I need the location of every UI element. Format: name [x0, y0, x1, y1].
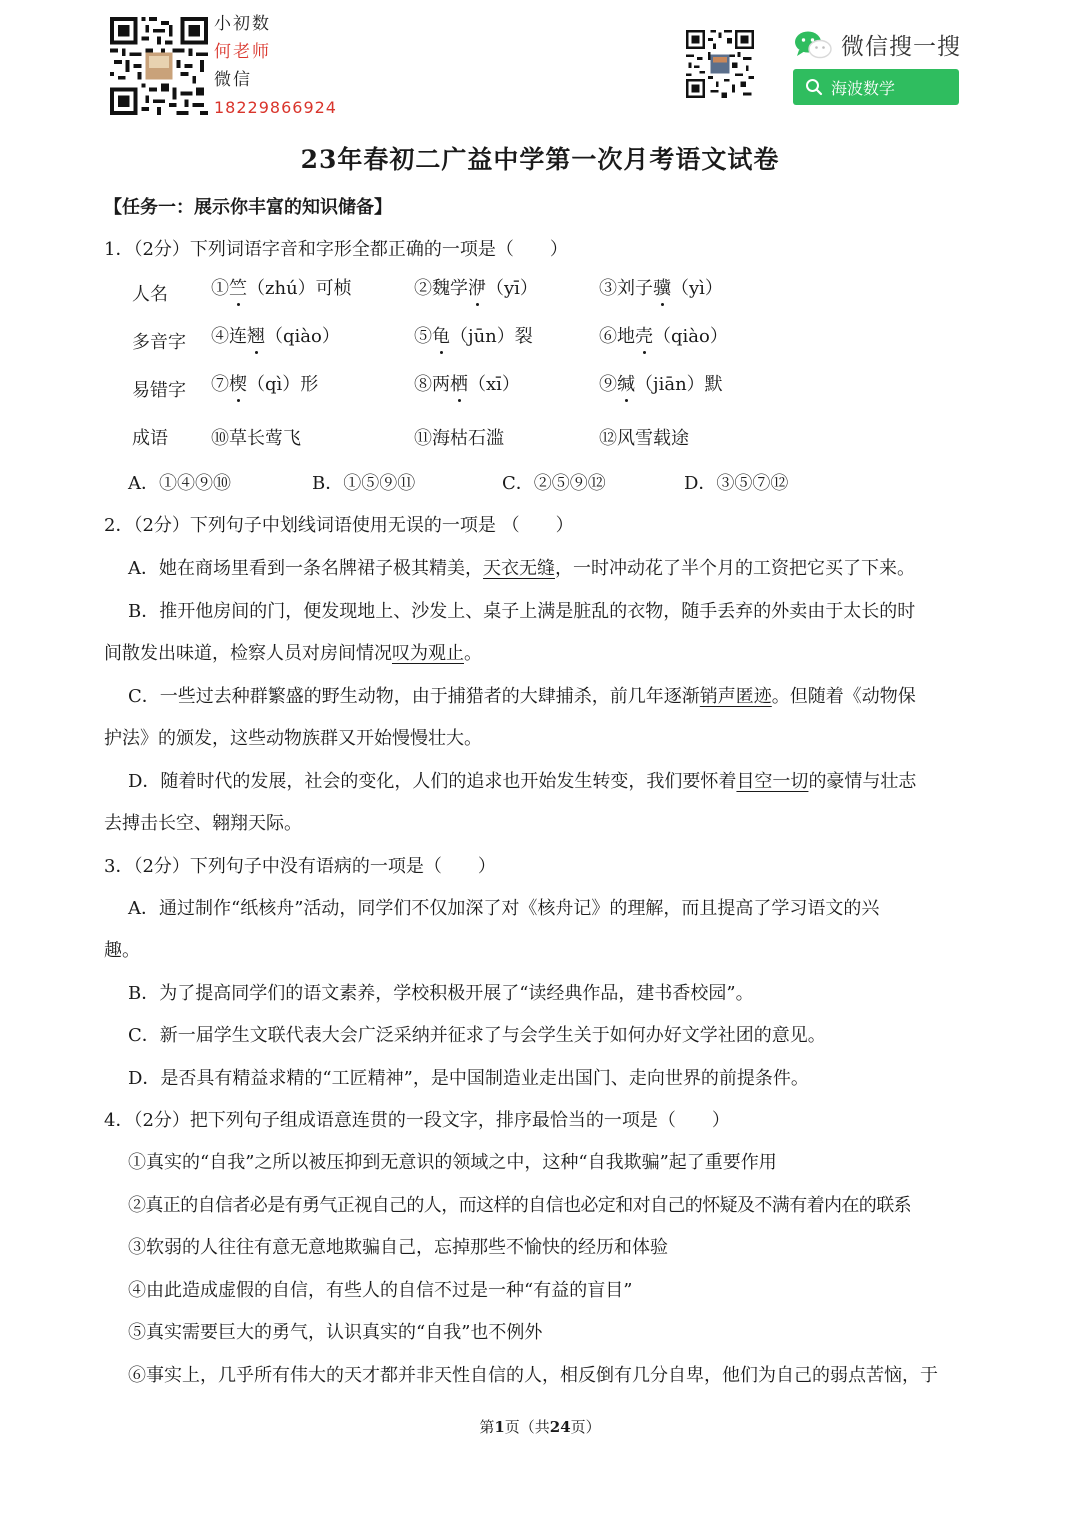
- q2-b-text: 。: [464, 643, 482, 664]
- q1-item: ⑥地壳（qiào）: [599, 326, 728, 347]
- q2-option-d: [128, 770, 916, 794]
- q2-c-text: 。但随着《动物保: [771, 686, 916, 707]
- q1-row-label: 人名: [132, 284, 168, 305]
- q1-option-c: C．②⑤⑨⑫: [502, 473, 606, 494]
- q1-option-a: A．①④⑨⑩: [128, 473, 231, 494]
- q1-item: ⑨缄（jiān）默: [599, 374, 723, 395]
- q1-item: ⑫风雪载途: [599, 428, 689, 449]
- q1-option-b: B．①⑤⑨⑪: [312, 473, 416, 494]
- search-icon: [805, 78, 823, 96]
- wechat-icon: [793, 30, 833, 60]
- q3-option-c: C．新一届学生文联代表大会广泛采纳并征求了与会学生关于如何办好文学社团的意见。: [128, 1025, 826, 1046]
- q2-a-text: A．她在商场里看到一条名牌裙子极其精美，: [128, 558, 483, 579]
- q2-a-underlined-term: 天衣无缝: [483, 558, 555, 579]
- q2-c-underlined-term: 销声匿迹: [699, 686, 772, 707]
- question-2-stem: 2．（2分）下列句子中划线词语使用无误的一项是 （ ）: [104, 515, 574, 536]
- q2-b-text: 间散发出味道，检察人员对房间情况: [104, 643, 392, 664]
- q4-sentence: ②真正的自信者必是有勇气正视自己的人，而这样的自信也必定和对自己的怀疑及不满有着内在的联系: [128, 1195, 911, 1216]
- q2-d-underlined-term: 目空一切: [736, 771, 809, 792]
- q2-option-c-cont: 护法》的颁发，这些动物族群又开始慢慢壮大。: [104, 728, 482, 749]
- q2-b-underlined-term: 叹为观止: [392, 643, 464, 664]
- q3-option-d: D．是否具有精益求精的“工匠精神”，是中国制造业走出国门、走向世界的前提条件。: [128, 1068, 809, 1089]
- page-current: 1: [494, 1418, 505, 1436]
- exam-title: 23年春初二广益中学第一次月考语文试卷: [300, 145, 780, 174]
- page-number: [0, 1416, 1080, 1437]
- q2-option-b: B．推开他房间的门，便发现地上、沙发上、桌子上满是脏乱的衣物，随手丢弃的外卖由于太长的时: [128, 601, 916, 622]
- handwriting-line-1: 小初数: [214, 14, 271, 34]
- handwriting-teacher: 何老师: [214, 42, 271, 62]
- page-number-text: 页）: [570, 1418, 601, 1436]
- q4-sentence: ⑤真实需要巨大的勇气，认识真实的“自我”也不例外: [128, 1322, 543, 1343]
- q1-row-label: 易错字: [132, 380, 186, 401]
- q1-item: ⑤龟（jūn）裂: [414, 326, 533, 347]
- q1-row-label: 成语: [132, 428, 168, 449]
- search-button-label: 海波数学: [831, 78, 896, 98]
- section-heading: 【任务一：展示你丰富的知识储备】: [104, 197, 392, 218]
- q1-item: ⑧两栖（xī）: [414, 374, 520, 395]
- q2-c-text: C．一些过去种群繁盛的野生动物，由于捕猎者的大肆捕杀，前几年逐渐: [128, 686, 700, 707]
- q3-option-a: A．通过制作“纸核舟”活动，同学们不仅加深了对《核舟记》的理解，而且提高了学习语文的兴: [128, 898, 880, 919]
- page-number-text: 页（共: [504, 1418, 550, 1436]
- q4-sentence: ③软弱的人往往有意无意地欺骗自己，忘掉那些不愉快的经历和体验: [128, 1237, 668, 1258]
- wechat-search-header: [793, 28, 961, 61]
- q3-option-a-cont: 趣。: [104, 940, 140, 961]
- q2-option-c: [128, 685, 916, 709]
- q2-d-text: 的豪情与壮志: [808, 771, 917, 792]
- q4-sentence: ①真实的“自我”之所以被压抑到无意识的领域之中，这种“自我欺骗”起了重要作用: [128, 1152, 777, 1173]
- question-3-stem: 3．（2分）下列句子中没有语病的一项是（ ）: [104, 856, 496, 877]
- q2-option-b-cont: [104, 642, 482, 666]
- q4-sentence: ④由此造成虚假的自信，有些人的自信不过是一种“有益的盲目”: [128, 1280, 633, 1301]
- q2-option-d-cont: 去搏击长空、翱翔天际。: [104, 813, 302, 834]
- q1-item: ②魏学洢（yī）: [414, 278, 538, 299]
- q1-row-label: 多音字: [132, 332, 186, 353]
- page-number-text: 第: [479, 1418, 495, 1436]
- wechat-search-label: 微信搜一搜: [841, 34, 961, 60]
- wechat-search-button[interactable]: [793, 69, 959, 105]
- q1-item: ⑦楔（qì）形: [211, 374, 319, 395]
- question-1-stem: 1．（2分）下列词语字音和字形全都正确的一项是（ ）: [104, 239, 568, 260]
- question-4-stem: 4．（2分）把下列句子组成语意连贯的一段文字，排序最恰当的一项是（ ）: [104, 1110, 730, 1131]
- q4-sentence: ⑥事实上，几乎所有伟大的天才都并非天性自信的人，相反倒有几分自卑，他们为自己的弱点苦恼，于: [128, 1365, 938, 1386]
- q1-item: ⑪海枯石滥: [414, 428, 504, 449]
- wechat-qr-code: [110, 17, 208, 115]
- handwriting-phone: 18229866924: [214, 98, 337, 117]
- q3-option-b: B．为了提高同学们的语文素养，学校积极开展了“读经典作品，建书香校园”。: [128, 983, 754, 1004]
- q2-d-text: D．随着时代的发展，社会的变化，人们的追求也开始发生转变，我们要怀着: [128, 771, 737, 792]
- q2-a-text: ，一时冲动花了半个月的工资把它买了下来。: [555, 558, 915, 579]
- q1-item: ④连翘（qiào）: [211, 326, 340, 347]
- q2-option-a: [128, 557, 915, 581]
- q1-item: ③刘子骥（yì）: [599, 278, 723, 299]
- mini-program-qr-code: [686, 30, 754, 98]
- q1-item: ①竺（zhú）可桢: [211, 278, 352, 299]
- q1-item: ⑩草长莺飞: [211, 428, 301, 449]
- q1-option-d: D．③⑤⑦⑫: [684, 473, 789, 494]
- handwriting-wechat: 微信: [214, 70, 252, 90]
- page-total: 24: [549, 1418, 571, 1436]
